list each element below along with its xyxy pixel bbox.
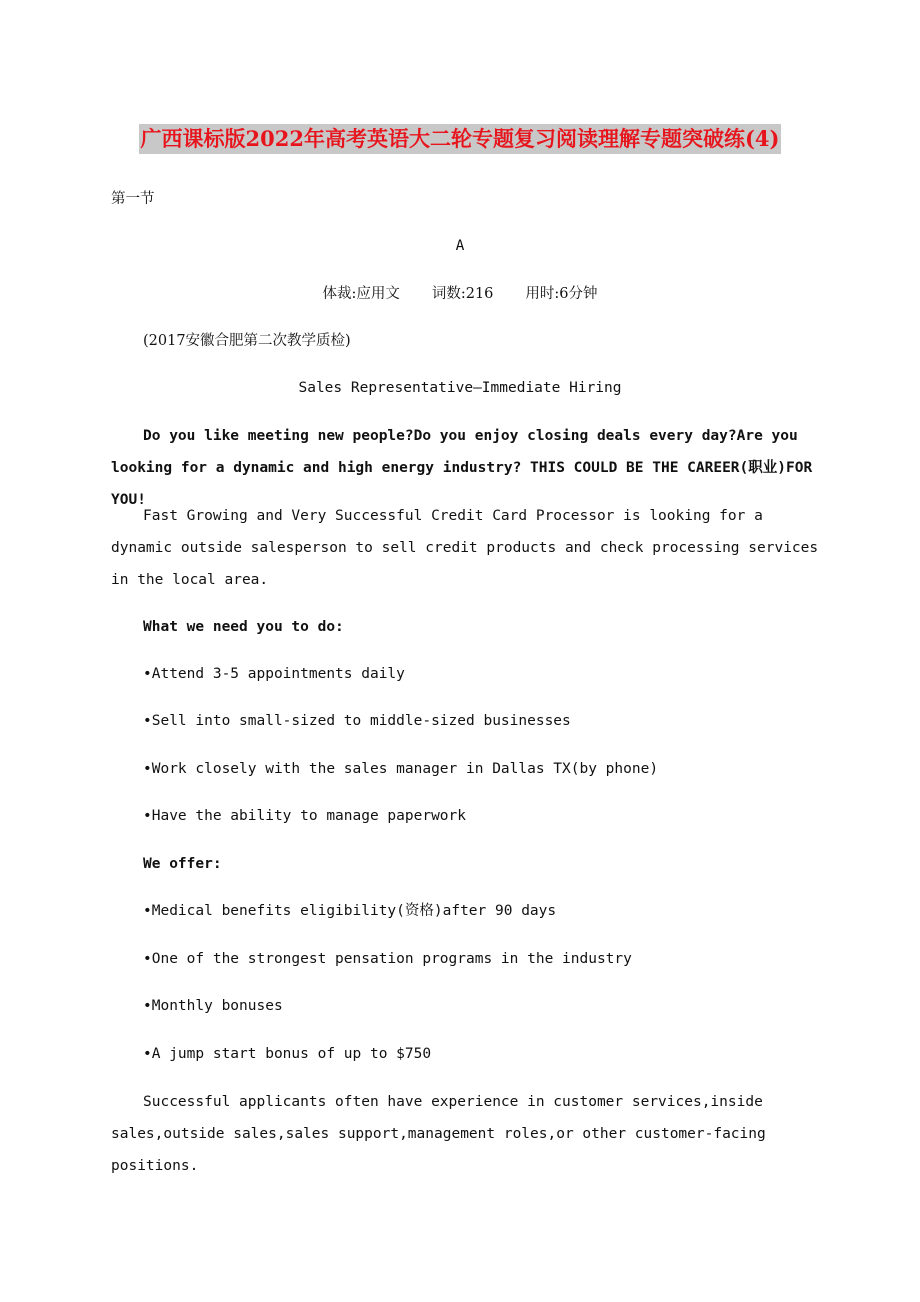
section-label: 第一节 [111, 191, 155, 207]
reading-time-label: 用时:6分钟 [525, 286, 598, 302]
word-count-label: 词数:216 [431, 286, 494, 302]
intro-paragraph: Do you like meeting new people?Do you enjoy closing deals every day?Are you looking for a dynamic and high energy industry? THIS COULD BE THE CAREER(职业)FOR YOU! [111, 428, 813, 508]
description-paragraph: Fast Growing and Very Successful Credit Card Processor is looking for a dynamic outside salesperson to sell credit products and check processing services in the local area. [111, 508, 819, 588]
document-title: 广西课标版2022年高考英语大二轮专题复习阅读理解专题突破练(4) [139, 124, 782, 154]
offer-list-item: •Medical benefits eligibility(资格)after 90 days [143, 903, 557, 919]
passage-letter: A [455, 238, 465, 254]
needs-list-item: •Attend 3-5 appointments daily [143, 666, 405, 682]
source-note: (2017安徽合肥第二次教学质检) [143, 333, 351, 349]
title-container [0, 124, 920, 154]
genre-label: 体裁:应用文 [322, 286, 400, 302]
offer-list-item: •Monthly bonuses [143, 998, 283, 1014]
offer-list-item: •One of the strongest pensation programs in the industry [143, 951, 632, 967]
needs-list-item: •Sell into small-sized to middle-sized businesses [143, 713, 571, 729]
needs-list-item: •Work closely with the sales manager in Dallas TX(by phone) [143, 761, 659, 777]
passage-title: Sales Representative—Immediate Hiring [298, 380, 622, 396]
needs-list-item: •Have the ability to manage paperwork [143, 808, 467, 824]
closing-paragraph: Successful applicants often have experience in customer services,inside sales,outside sales,sales support,management roles,or other customer-facing positions. [111, 1094, 766, 1174]
needs-heading: What we need you to do: [143, 619, 344, 635]
offer-heading: We offer: [143, 856, 222, 872]
passage-meta [0, 284, 920, 304]
offer-list-item: •A jump start bonus of up to $750 [143, 1046, 432, 1062]
